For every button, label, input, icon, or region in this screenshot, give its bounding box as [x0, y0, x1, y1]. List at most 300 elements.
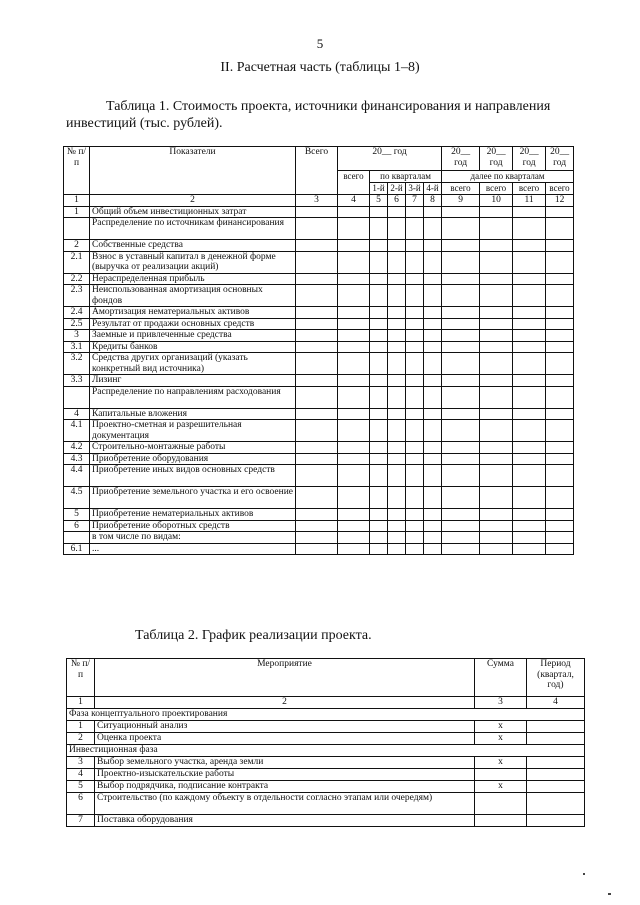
empty-cell	[406, 487, 424, 509]
table-row	[64, 453, 574, 465]
empty-cell	[546, 442, 574, 454]
table2-phase1-body	[67, 720, 585, 744]
empty-cell	[370, 420, 388, 442]
empty-cell	[338, 520, 370, 532]
table-row	[64, 487, 574, 509]
empty-cell	[480, 532, 513, 544]
empty-cell	[480, 307, 513, 319]
empty-cell	[296, 353, 338, 375]
header-all-3: всего	[480, 183, 513, 195]
row-number: 1	[64, 206, 90, 218]
row-label: Приобретение земельного участка и его освоение	[90, 487, 296, 509]
empty-cell	[513, 465, 546, 487]
table-row	[64, 273, 574, 285]
empty-cell	[370, 353, 388, 375]
empty-cell	[338, 386, 370, 408]
header-indicators: Показатели	[90, 147, 296, 195]
empty-cell	[406, 453, 424, 465]
empty-cell	[424, 318, 442, 330]
empty-cell	[480, 341, 513, 353]
empty-cell	[546, 509, 574, 521]
empty-cell	[424, 206, 442, 218]
row-number: 2	[67, 732, 95, 744]
row-number	[64, 386, 90, 408]
table-row	[67, 792, 585, 814]
empty-cell	[406, 206, 424, 218]
empty-cell	[388, 273, 406, 285]
empty-cell	[406, 218, 424, 240]
empty-cell	[424, 285, 442, 307]
empty-cell	[424, 218, 442, 240]
empty-cell	[513, 318, 546, 330]
t2-header-period: Период (квартал, год)	[527, 659, 585, 697]
row-number: 4.3	[64, 453, 90, 465]
empty-cell	[513, 509, 546, 521]
row-label: Взнос в уставный капитал в денежной форме (выручка от реализации акций)	[90, 251, 296, 273]
table-row	[67, 780, 585, 792]
empty-cell	[546, 543, 574, 555]
empty-cell	[296, 442, 338, 454]
empty-cell	[480, 509, 513, 521]
row-number: 4	[67, 768, 95, 780]
table-row	[64, 375, 574, 387]
header-year-3: 20__ год	[480, 147, 513, 171]
empty-cell	[480, 520, 513, 532]
table-1	[63, 146, 574, 555]
empty-cell	[406, 520, 424, 532]
col-number: 5	[370, 195, 388, 207]
empty-cell	[424, 353, 442, 375]
empty-cell	[546, 240, 574, 252]
row-label: Лизинг	[90, 375, 296, 387]
col-number: 8	[424, 195, 442, 207]
row-label: Проектно-изыскательские работы	[95, 768, 475, 780]
header-all: всего	[338, 171, 370, 195]
empty-cell	[296, 318, 338, 330]
empty-cell	[406, 465, 424, 487]
empty-cell	[406, 509, 424, 521]
empty-cell	[296, 206, 338, 218]
empty-cell	[370, 240, 388, 252]
col-number: 4	[338, 195, 370, 207]
table-row	[64, 420, 574, 442]
empty-cell	[406, 353, 424, 375]
empty-cell	[513, 307, 546, 319]
empty-cell	[480, 206, 513, 218]
empty-cell	[370, 453, 388, 465]
empty-cell	[296, 509, 338, 521]
empty-cell	[546, 487, 574, 509]
empty-cell	[513, 285, 546, 307]
empty-cell	[338, 341, 370, 353]
empty-cell	[480, 375, 513, 387]
empty-cell	[442, 318, 480, 330]
table-row	[64, 240, 574, 252]
empty-cell	[406, 532, 424, 544]
row-period	[527, 720, 585, 732]
empty-cell	[388, 386, 406, 408]
row-sum: x	[475, 780, 527, 792]
header-all-4: всего	[513, 183, 546, 195]
table-row	[64, 520, 574, 532]
empty-cell	[388, 453, 406, 465]
row-number: 3.1	[64, 341, 90, 353]
empty-cell	[442, 330, 480, 342]
empty-cell	[388, 341, 406, 353]
empty-cell	[296, 532, 338, 544]
row-number: 4.1	[64, 420, 90, 442]
row-number: 1	[67, 720, 95, 732]
row-label: Строительство (по каждому объекту в отдельности согласно этапам или очередям)	[95, 792, 475, 814]
empty-cell	[513, 408, 546, 420]
empty-cell	[338, 307, 370, 319]
row-number	[64, 218, 90, 240]
empty-cell	[406, 251, 424, 273]
empty-cell	[338, 353, 370, 375]
row-number: 5	[64, 509, 90, 521]
row-label: Ситуационный анализ	[95, 720, 475, 732]
empty-cell	[406, 285, 424, 307]
scan-dot	[583, 873, 585, 875]
empty-cell	[480, 218, 513, 240]
table-row	[64, 285, 574, 307]
t2-col-number: 4	[527, 697, 585, 709]
row-sum: x	[475, 720, 527, 732]
empty-cell	[296, 453, 338, 465]
phase-investment: Инвестиционная фаза	[67, 744, 585, 756]
empty-cell	[546, 520, 574, 532]
header-q1: 1-й	[370, 183, 388, 195]
table-row	[64, 442, 574, 454]
empty-cell	[424, 532, 442, 544]
empty-cell	[296, 341, 338, 353]
empty-cell	[424, 386, 442, 408]
empty-cell	[388, 285, 406, 307]
table-row	[67, 768, 585, 780]
empty-cell	[296, 307, 338, 319]
empty-cell	[406, 375, 424, 387]
empty-cell	[424, 375, 442, 387]
row-period	[527, 792, 585, 814]
empty-cell	[546, 408, 574, 420]
empty-cell	[424, 273, 442, 285]
empty-cell	[388, 420, 406, 442]
empty-cell	[388, 206, 406, 218]
row-period	[527, 756, 585, 768]
empty-cell	[370, 408, 388, 420]
empty-cell	[370, 206, 388, 218]
t2-header-num: № п/п	[67, 659, 95, 697]
empty-cell	[513, 341, 546, 353]
empty-cell	[480, 487, 513, 509]
empty-cell	[406, 307, 424, 319]
row-label: Общий объем инвестиционных затрат	[90, 206, 296, 218]
empty-cell	[406, 330, 424, 342]
row-number: 4.5	[64, 487, 90, 509]
empty-cell	[513, 532, 546, 544]
empty-cell	[424, 307, 442, 319]
empty-cell	[296, 330, 338, 342]
row-label: Приобретение иных видов основных средств	[90, 465, 296, 487]
empty-cell	[480, 330, 513, 342]
empty-cell	[296, 285, 338, 307]
col-number: 12	[546, 195, 574, 207]
empty-cell	[513, 330, 546, 342]
row-label: в том числе по видам:	[90, 532, 296, 544]
empty-cell	[546, 218, 574, 240]
empty-cell	[546, 465, 574, 487]
empty-cell	[388, 218, 406, 240]
col-number: 9	[442, 195, 480, 207]
empty-cell	[296, 420, 338, 442]
header-year-2: 20__ год	[442, 147, 480, 171]
page-number: 5	[316, 36, 324, 51]
empty-cell	[513, 543, 546, 555]
t2-header-sum: Сумма	[475, 659, 527, 697]
empty-cell	[424, 520, 442, 532]
empty-cell	[388, 408, 406, 420]
empty-cell	[388, 251, 406, 273]
empty-cell	[370, 251, 388, 273]
empty-cell	[388, 353, 406, 375]
phase-concept: Фаза концептуального проектирования	[67, 708, 585, 720]
header-num: № п/п	[64, 147, 90, 195]
row-sum: x	[475, 756, 527, 768]
empty-cell	[442, 408, 480, 420]
row-period	[527, 814, 585, 826]
empty-cell	[338, 465, 370, 487]
col-number: 6	[388, 195, 406, 207]
empty-cell	[442, 218, 480, 240]
row-number: 4.4	[64, 465, 90, 487]
empty-cell	[338, 330, 370, 342]
row-number: 5	[67, 780, 95, 792]
empty-cell	[424, 442, 442, 454]
row-number: 2.1	[64, 251, 90, 273]
empty-cell	[296, 218, 338, 240]
t2-col-number: 3	[475, 697, 527, 709]
table-row	[64, 251, 574, 273]
table-row	[64, 341, 574, 353]
header-further-by-quarter: далее по кварталам	[442, 171, 574, 183]
empty-cell	[424, 341, 442, 353]
empty-cell	[546, 307, 574, 319]
empty-cell	[546, 375, 574, 387]
row-label: Выбор земельного участка, аренда земли	[95, 756, 475, 768]
table-2	[66, 658, 585, 827]
row-number: 3	[64, 330, 90, 342]
row-label: Распределение по направлениям расходования	[90, 386, 296, 408]
empty-cell	[338, 375, 370, 387]
table-row	[64, 532, 574, 544]
empty-cell	[513, 487, 546, 509]
empty-cell	[513, 218, 546, 240]
table-row	[64, 386, 574, 408]
empty-cell	[513, 353, 546, 375]
row-label: Результат от продажи основных средств	[90, 318, 296, 330]
empty-cell	[370, 273, 388, 285]
table2-phase2-body	[67, 756, 585, 826]
empty-cell	[480, 442, 513, 454]
header-year-5: 20__ год	[546, 147, 574, 171]
empty-cell	[388, 509, 406, 521]
empty-cell	[442, 420, 480, 442]
empty-cell	[546, 353, 574, 375]
empty-cell	[424, 408, 442, 420]
empty-cell	[388, 318, 406, 330]
row-sum	[475, 768, 527, 780]
row-label: Средства других организаций (указать конкретный вид источника)	[90, 353, 296, 375]
empty-cell	[424, 509, 442, 521]
empty-cell	[338, 206, 370, 218]
empty-cell	[442, 532, 480, 544]
empty-cell	[513, 251, 546, 273]
header-q2: 2-й	[388, 183, 406, 195]
empty-cell	[338, 318, 370, 330]
empty-cell	[442, 520, 480, 532]
empty-cell	[338, 218, 370, 240]
row-period	[527, 768, 585, 780]
empty-cell	[480, 273, 513, 285]
empty-cell	[338, 453, 370, 465]
table-row	[64, 318, 574, 330]
table-row	[67, 756, 585, 768]
empty-cell	[546, 318, 574, 330]
empty-cell	[406, 341, 424, 353]
empty-cell	[513, 386, 546, 408]
empty-cell	[370, 532, 388, 544]
empty-cell	[388, 307, 406, 319]
empty-cell	[442, 386, 480, 408]
row-label: Оценка проекта	[95, 732, 475, 744]
row-label: Приобретение нематериальных активов	[90, 509, 296, 521]
empty-cell	[338, 273, 370, 285]
empty-cell	[546, 420, 574, 442]
header-year-4: 20__ год	[513, 147, 546, 171]
row-label: Капитальные вложения	[90, 408, 296, 420]
empty-cell	[513, 206, 546, 218]
row-label: Проектно-сметная и разрешительная документация	[90, 420, 296, 442]
row-label: Поставка оборудования	[95, 814, 475, 826]
empty-cell	[388, 240, 406, 252]
empty-cell	[442, 487, 480, 509]
empty-cell	[424, 453, 442, 465]
empty-cell	[406, 408, 424, 420]
empty-cell	[338, 509, 370, 521]
col-number: 11	[513, 195, 546, 207]
table-row	[64, 206, 574, 218]
empty-cell	[296, 543, 338, 555]
table2-caption: Таблица 2. График реализации проекта.	[135, 628, 372, 643]
table-row	[67, 720, 585, 732]
empty-cell	[480, 453, 513, 465]
empty-cell	[513, 273, 546, 285]
row-sum	[475, 814, 527, 826]
table-row	[64, 307, 574, 319]
col-number: 2	[90, 195, 296, 207]
empty-cell	[370, 442, 388, 454]
row-period	[527, 732, 585, 744]
empty-cell	[424, 240, 442, 252]
empty-cell	[338, 240, 370, 252]
empty-cell	[546, 285, 574, 307]
empty-cell	[370, 543, 388, 555]
empty-cell	[370, 330, 388, 342]
row-number	[64, 532, 90, 544]
row-label: Нераспределенная прибыль	[90, 273, 296, 285]
empty-cell	[546, 341, 574, 353]
empty-cell	[480, 240, 513, 252]
header-all-5: всего	[546, 183, 574, 195]
row-number: 2.4	[64, 307, 90, 319]
empty-cell	[480, 285, 513, 307]
row-number: 2.2	[64, 273, 90, 285]
row-sum: x	[475, 732, 527, 744]
empty-cell	[513, 442, 546, 454]
empty-cell	[388, 330, 406, 342]
empty-cell	[480, 543, 513, 555]
empty-cell	[546, 453, 574, 465]
empty-cell	[296, 273, 338, 285]
empty-cell	[370, 520, 388, 532]
empty-cell	[480, 408, 513, 420]
t2-col-number: 2	[95, 697, 475, 709]
empty-cell	[480, 465, 513, 487]
col-number: 7	[406, 195, 424, 207]
empty-cell	[388, 520, 406, 532]
empty-cell	[480, 420, 513, 442]
empty-cell	[424, 543, 442, 555]
empty-cell	[546, 273, 574, 285]
empty-cell	[406, 273, 424, 285]
row-label: Заемные и привлеченные средства	[90, 330, 296, 342]
row-sum	[475, 792, 527, 814]
row-number: 2.5	[64, 318, 90, 330]
empty-cell	[546, 330, 574, 342]
empty-cell	[480, 386, 513, 408]
empty-cell	[388, 532, 406, 544]
row-label: Приобретение оборотных средств	[90, 520, 296, 532]
empty-cell	[388, 375, 406, 387]
empty-cell	[370, 509, 388, 521]
empty-cell	[370, 318, 388, 330]
empty-cell	[338, 420, 370, 442]
row-number: 7	[67, 814, 95, 826]
empty-cell	[442, 509, 480, 521]
empty-cell	[546, 206, 574, 218]
empty-cell	[388, 442, 406, 454]
table-row	[64, 330, 574, 342]
empty-cell	[296, 375, 338, 387]
empty-cell	[424, 487, 442, 509]
empty-cell	[406, 386, 424, 408]
header-by-quarter: по кварталам	[370, 171, 442, 183]
row-number: 3.2	[64, 353, 90, 375]
empty-cell	[296, 520, 338, 532]
col-number: 10	[480, 195, 513, 207]
empty-cell	[338, 251, 370, 273]
empty-cell	[442, 465, 480, 487]
header-q3: 3-й	[406, 183, 424, 195]
row-label: Выбор подрядчика, подписание контракта	[95, 780, 475, 792]
empty-cell	[338, 442, 370, 454]
empty-cell	[442, 285, 480, 307]
empty-cell	[370, 465, 388, 487]
empty-cell	[546, 251, 574, 273]
empty-cell	[424, 465, 442, 487]
empty-cell	[424, 251, 442, 273]
empty-cell	[406, 318, 424, 330]
